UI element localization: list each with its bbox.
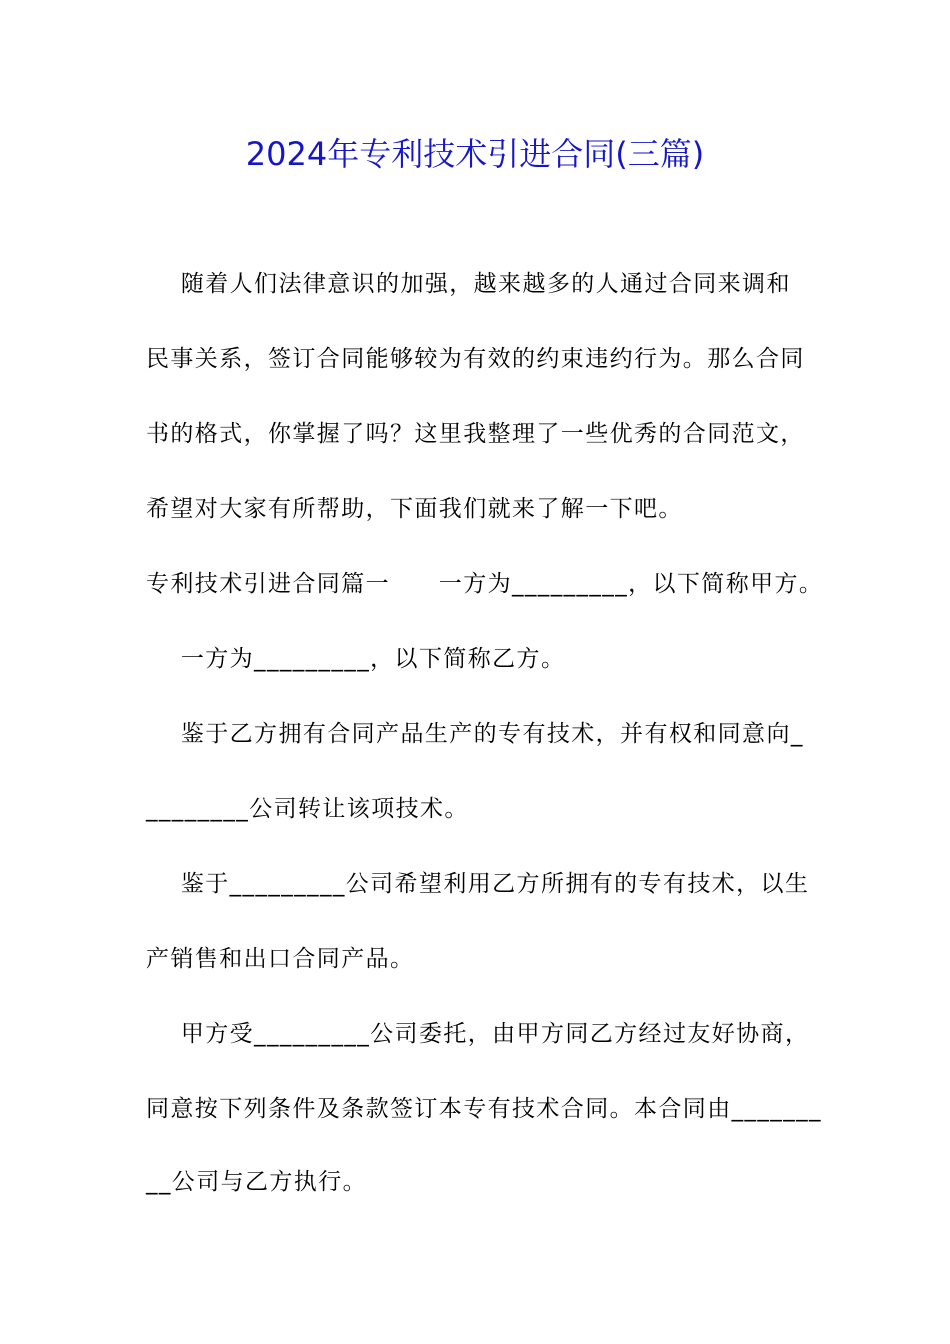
section-heading-line: 专利技术引进合同篇一 一方为_________，以下简称甲方。 xyxy=(146,571,824,597)
paragraph-line: 希望对大家有所帮助，下面我们就来了解一下吧。 xyxy=(146,496,683,522)
paragraph-line: 同意按下列条件及条款签订本专有技术合同。本合同由_______ xyxy=(146,1096,822,1122)
paragraph-line: 产销售和出口合同产品。 xyxy=(146,946,415,972)
paragraph-line: 鉴于乙方拥有合同产品生产的专有技术，并有权和同意向_ xyxy=(146,721,804,747)
paragraph-line: 书的格式，你掌握了吗？这里我整理了一些优秀的合同范文， xyxy=(146,421,805,447)
document-title: 2024年专利技术引进合同(三篇) xyxy=(245,135,705,173)
paragraph-line: 鉴于_________公司希望利用乙方所拥有的专有技术，以生 xyxy=(146,871,810,897)
paragraph-line: 一方为_________，以下简称乙方。 xyxy=(146,646,566,672)
paragraph-line: 随着人们法律意识的加强，越来越多的人通过合同来调和 xyxy=(146,271,791,297)
paragraph-line: 民事关系，签订合同能够较为有效的约束违约行为。那么合同 xyxy=(146,346,805,372)
paragraph-line: __公司与乙方执行。 xyxy=(146,1169,367,1195)
paragraph-line: 甲方受_________公司委托，由甲方同乙方经过友好协商， xyxy=(146,1021,810,1047)
paragraph-line: ________公司转让该项技术。 xyxy=(146,796,469,822)
